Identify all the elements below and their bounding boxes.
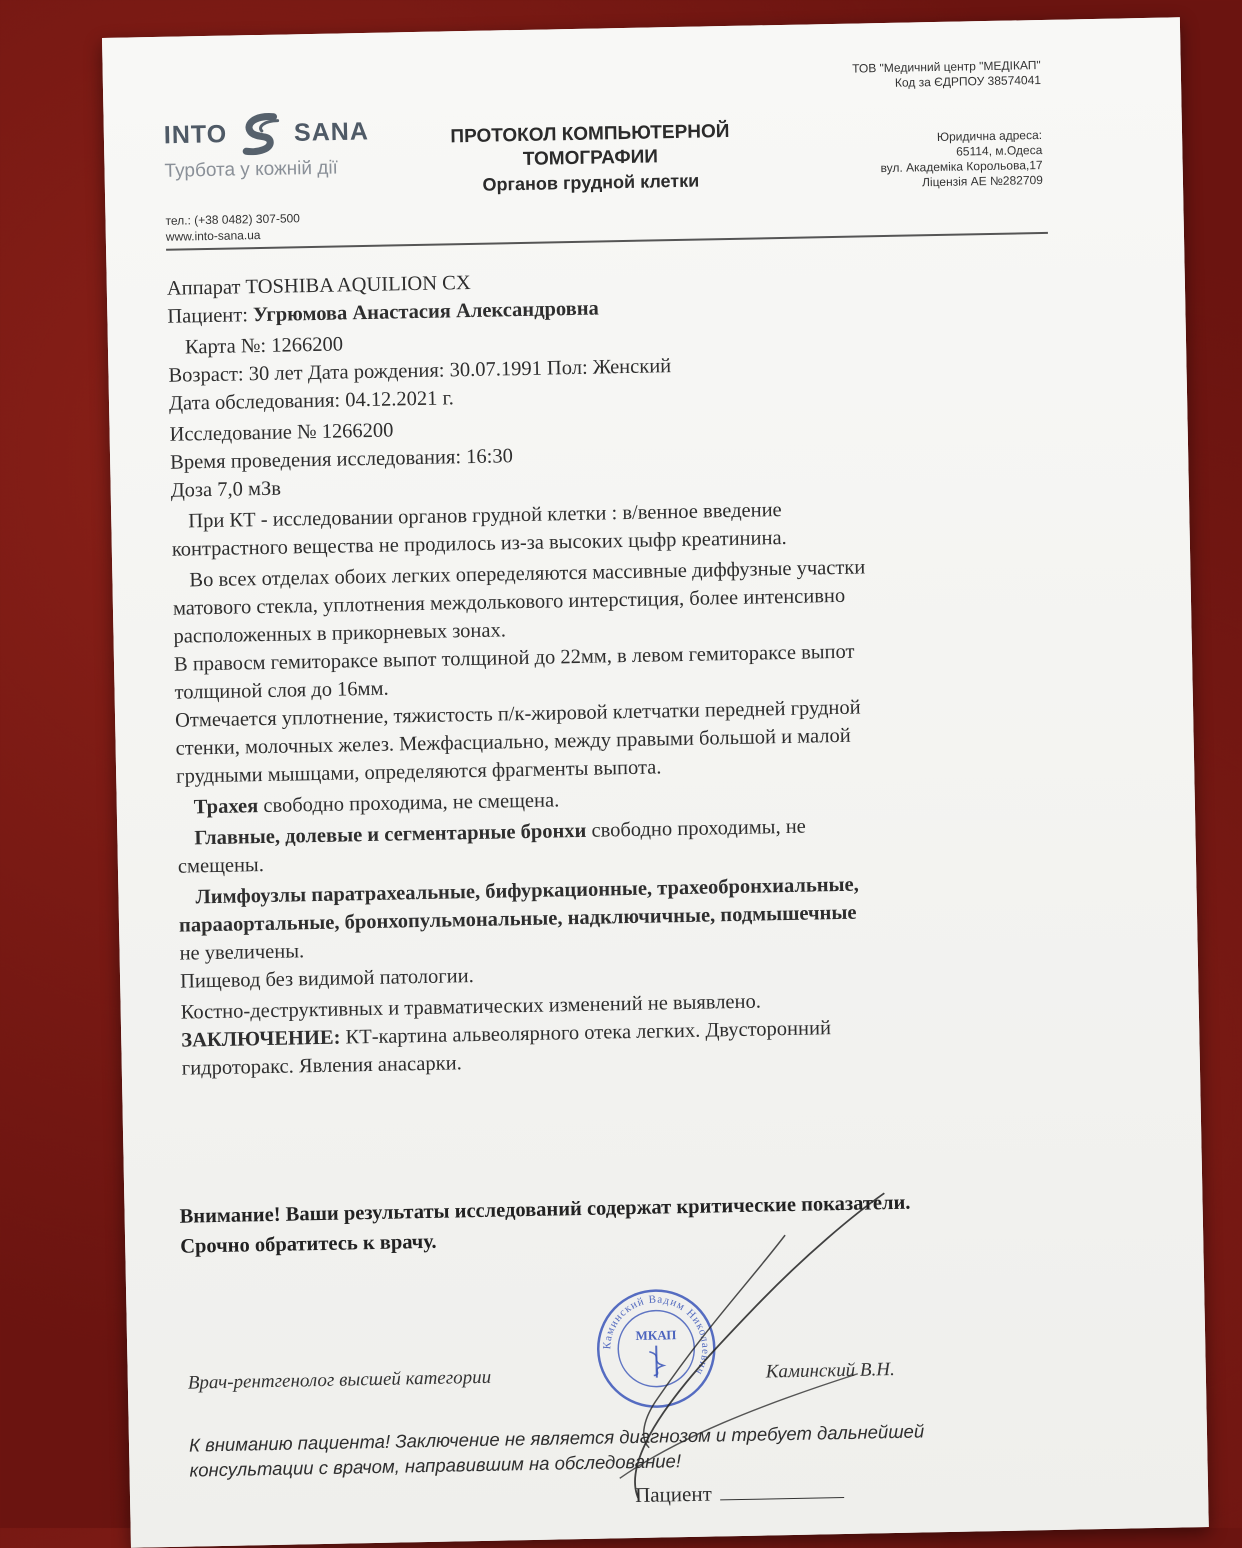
protocol-sheet [102, 17, 1209, 1547]
address-label: Юридична адреса: [936, 127, 1043, 144]
company-name: ТОВ "Медичний центр "МЕДІКАП" [851, 57, 1041, 76]
finding-lungs-l2: матового стекла, уплотнения междолькового интерстиция, более интенсивно [172, 584, 846, 620]
license-number: Ліцензія АЕ №282709 [921, 172, 1044, 190]
legal-address [880, 128, 1043, 191]
doctor-title: Врач-рентгенолог высшей категории [187, 1366, 492, 1394]
patient-signature-label: Пациент [634, 1481, 712, 1508]
finding-lymph-l3: не увеличены. [179, 940, 305, 965]
notice-line-1: К вниманию пациента! Заключение не является диагнозом и требует дальнейшей [188, 1420, 925, 1456]
clinic-tagline: Турбота у кожній дії [164, 157, 339, 182]
patient-signature-field [635, 1479, 844, 1508]
trachea-text: свободно проходима, не смещена. [258, 789, 560, 818]
title-line-1: ПРОТОКОЛ КОМПЬЮТЕРНОЙ [450, 120, 730, 148]
exam-date: Дата обследования: 04.12.2021 г. [168, 387, 455, 415]
stamp-center-text: МКАП [635, 1327, 677, 1343]
finding-effusion-l2: толщиной слоя до 16мм. [174, 677, 389, 704]
warning-line-2: Срочно обратитесь к врачу. [180, 1230, 437, 1258]
study-number: Исследование № 1266200 [169, 419, 394, 446]
finding-tissue-l2: стенки, молочных желез. Межфасциально, между правыми большой и малой [175, 724, 851, 760]
clinic-website: www.into-sana.ua [165, 227, 261, 244]
finding-contrast-l2: контрастного вещества не продилось из-за высоких цыфр креатинина. [171, 526, 787, 561]
finding-bronchi-l2: смещены. [177, 854, 265, 878]
card-number: Карта №: 1266200 [184, 333, 344, 359]
document-title [430, 120, 751, 198]
radiation-dose: Доза 7,0 мЗв [170, 477, 282, 502]
conclusion-label: ЗАКЛЮЧЕНИЕ: [181, 1026, 341, 1052]
age-dob-sex: Возраст: 30 лет Дата рождения: 30.07.1991 Пол: Женский [168, 355, 672, 387]
finding-bones: Костно-деструктивных и травматических изменений не выявлено. [180, 990, 762, 1024]
trachea-label: Трахея [193, 795, 259, 819]
finding-esophagus: Пищевод без видимой патологии. [179, 965, 474, 993]
conclusion-text: КТ-картина альвеолярного отека легких. Двусторонний [340, 1017, 832, 1049]
patient-signature-line [720, 1479, 844, 1500]
finding-contrast-l1: При КТ - исследовании органов грудной клетки : в/венное введение [188, 499, 782, 533]
finding-tissue-l1: Отмечается уплотнение, тяжистость п/к-жировой клетчатки передней грудной [174, 696, 861, 732]
bronchi-text: свободно проходимы, не [586, 815, 806, 842]
finding-lungs-l1: Во всех отделах обоих легких опеределяются массивные диффузные участки [189, 556, 866, 592]
finding-lymph-l2: парааортальные, бронхопульмональные, надключичные, подмышечные [178, 901, 857, 937]
finding-lymph-l1: Лимфоузлы паратрахеальные, бифуркационные, трахеобронхиальные, [195, 873, 859, 909]
conclusion-line-2: гидроторакс. Явления анасарки. [181, 1052, 462, 1080]
address-postal: 65114, м.Одеса [956, 142, 1043, 159]
study-time: Время проведения исследования: 16:30 [169, 445, 514, 474]
report-body [167, 258, 1052, 1083]
finding-effusion-l1: В правосм гемитораксе выпот толщиной до 22мм, в левом гемитораксе выпот [173, 640, 855, 676]
title-line-2: ТОМОГРАФИИ [522, 146, 659, 170]
company-info [852, 58, 1041, 92]
stamp-ring-text: Каминский Вадим Николаевич [601, 1293, 712, 1378]
patient-name: Угрюмова Анастасия Александровна [252, 297, 599, 327]
address-street: вул. Академіка Корольова,17 [880, 157, 1043, 176]
clinic-contacts [165, 210, 300, 245]
clinic-phone: тел.: (+38 0482) 307-500 [165, 211, 301, 228]
logo-word-right: SANA [293, 117, 370, 147]
bronchi-label: Главные, долевые и сегментарные бронхи [194, 819, 587, 850]
device-line: Аппарат TOSHIBA AQUILION CX [166, 271, 471, 300]
doctor-name: Каминский В.Н. [765, 1359, 895, 1383]
logo-word-left: INTO [163, 120, 228, 150]
finding-tissue-l3: грудными мышцами, определяются фрагменты выпота. [175, 756, 662, 788]
patient-label: Пациент: [167, 304, 249, 328]
company-code: Код за ЄДРПОУ 38574041 [894, 72, 1042, 90]
title-line-3: Органов грудной клетки [482, 170, 700, 195]
logo-mark-icon [235, 112, 286, 155]
notice-line-2: консультации с врачом, направившим на обследование! [189, 1450, 682, 1481]
warning-line-1: Внимание! Ваши результаты исследований содержат критические показатели. [179, 1191, 911, 1228]
clinic-logo [163, 111, 369, 157]
finding-lungs-l3: расположенных в прикорневых зонах. [173, 619, 507, 648]
